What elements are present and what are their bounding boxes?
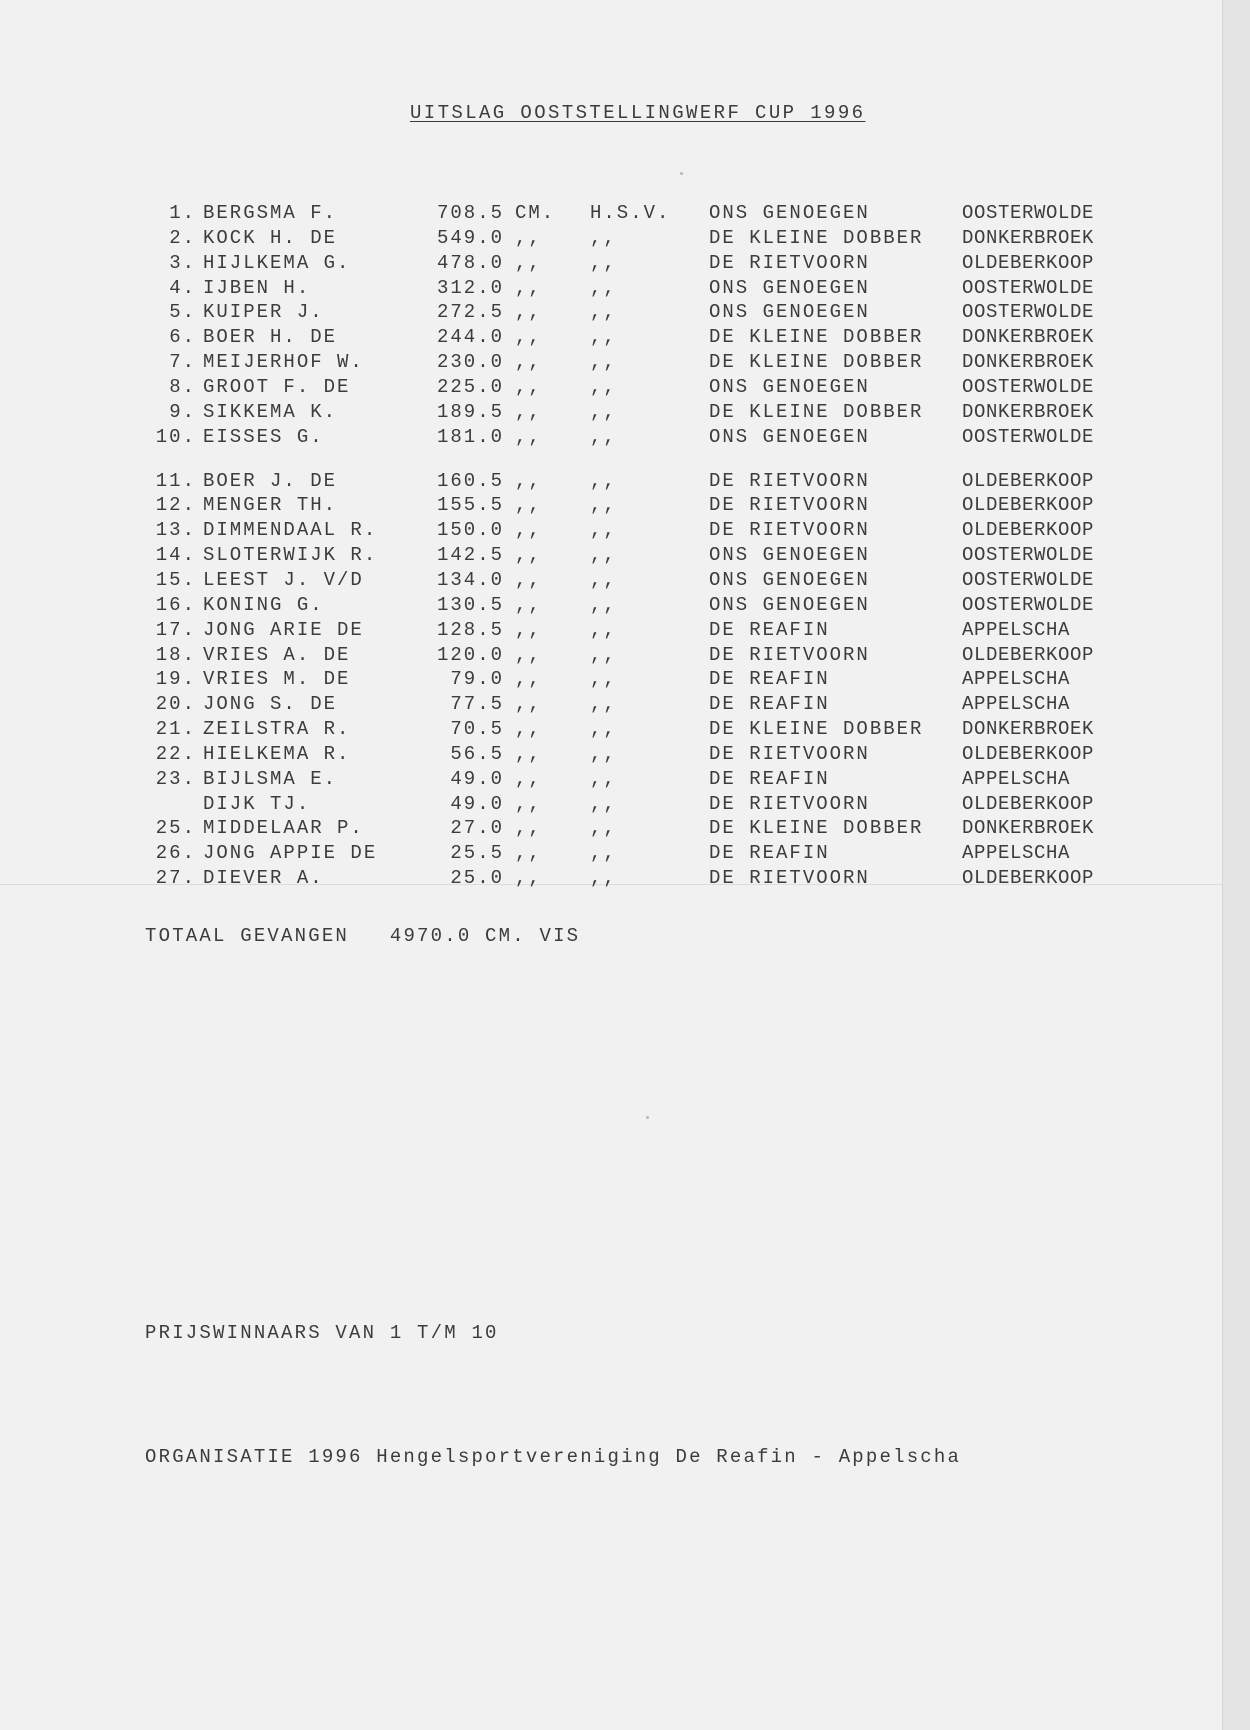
result-length: 134.0 xyxy=(436,568,504,591)
result-club: DE RIETVOORN xyxy=(709,251,870,274)
result-town: OOSTERWOLDE xyxy=(962,202,1095,224)
result-length: 79.0 xyxy=(450,668,504,691)
result-length: 77.5 xyxy=(450,693,504,716)
result-length: 155.5 xyxy=(436,494,504,517)
result-association: ,, xyxy=(590,326,617,349)
result-town: DONKERBROEK xyxy=(962,718,1095,740)
result-association: ,, xyxy=(590,276,617,299)
result-length: 708.5 xyxy=(436,202,504,224)
result-town: OLDEBERKOOP xyxy=(962,867,1095,890)
result-length: 128.5 xyxy=(436,618,504,641)
result-town: OOSTERWOLDE xyxy=(962,425,1095,448)
result-club: DE RIETVOORN xyxy=(709,519,870,542)
result-unit: ,, xyxy=(515,568,542,591)
result-club: DE REAFIN xyxy=(709,618,830,641)
result-association: H.S.V. xyxy=(590,202,671,224)
paper-edge xyxy=(1222,0,1250,1730)
result-length: 49.0 xyxy=(450,767,504,790)
result-rank: 20. xyxy=(155,693,196,716)
result-rank: 16. xyxy=(155,593,196,616)
result-rank: 19. xyxy=(155,668,196,691)
result-club: DE REAFIN xyxy=(709,842,830,865)
result-association: ,, xyxy=(590,519,617,542)
result-association: ,, xyxy=(590,668,617,691)
result-rank: 8. xyxy=(169,376,196,398)
result-unit: ,, xyxy=(515,867,542,890)
result-association: ,, xyxy=(590,618,617,641)
result-rank: 1. xyxy=(169,202,196,224)
result-rank: 21. xyxy=(155,718,196,740)
result-club: ONS GENOEGEN xyxy=(709,593,870,616)
result-club: DE RIETVOORN xyxy=(709,742,870,765)
result-name: JONG APPIE DE xyxy=(203,842,378,865)
result-name: LEEST J. V/D xyxy=(203,568,364,591)
result-unit: ,, xyxy=(515,425,542,448)
result-association: ,, xyxy=(590,251,617,274)
result-unit: ,, xyxy=(515,544,542,566)
result-name: SIKKEMA K. xyxy=(203,400,338,423)
result-length: 25.5 xyxy=(450,842,504,865)
result-club: DE REAFIN xyxy=(709,668,830,691)
result-name: VRIES M. DE xyxy=(203,668,351,691)
result-length: 120.0 xyxy=(436,643,504,666)
result-unit: ,, xyxy=(515,519,542,542)
result-town: OLDEBERKOOP xyxy=(962,519,1095,542)
result-club: DE REAFIN xyxy=(709,693,830,716)
paper-speck xyxy=(680,172,683,175)
result-name: MENGER TH. xyxy=(203,494,338,517)
result-unit: ,, xyxy=(515,376,542,398)
result-association: ,, xyxy=(590,817,617,840)
result-rank: 15. xyxy=(155,568,196,591)
result-association: ,, xyxy=(590,494,617,517)
result-unit: ,, xyxy=(515,593,542,616)
result-length: 312.0 xyxy=(436,276,504,299)
result-length: 549.0 xyxy=(436,226,504,249)
total-line xyxy=(145,925,580,947)
result-club: DE KLEINE DOBBER xyxy=(709,400,924,423)
result-association: ,, xyxy=(590,767,617,790)
result-unit: ,, xyxy=(515,668,542,691)
result-name: EISSES G. xyxy=(203,425,324,448)
result-name: KOCK H. DE xyxy=(203,226,338,249)
result-length: 150.0 xyxy=(436,519,504,542)
result-town: OLDEBERKOOP xyxy=(962,494,1095,517)
result-length: 230.0 xyxy=(436,351,504,374)
result-unit: ,, xyxy=(515,817,542,840)
result-association: ,, xyxy=(590,301,617,324)
result-town: OOSTERWOLDE xyxy=(962,301,1095,324)
result-club: DE KLEINE DOBBER xyxy=(709,718,924,740)
result-club: DE KLEINE DOBBER xyxy=(709,326,924,349)
result-club: ONS GENOEGEN xyxy=(709,544,870,566)
result-unit: ,, xyxy=(515,494,542,517)
result-town: OOSTERWOLDE xyxy=(962,276,1095,299)
result-name: SLOTERWIJK R. xyxy=(203,544,378,566)
result-town: DONKERBROEK xyxy=(962,326,1095,349)
paper-speck xyxy=(646,1116,649,1119)
organisation-note: ORGANISATIE 1996 Hengelsportvereniging De Reafin - Appelscha xyxy=(145,1446,962,1468)
result-association: ,, xyxy=(590,792,617,815)
result-association: ,, xyxy=(590,376,617,398)
result-rank: 23. xyxy=(155,767,196,790)
result-rank: 3. xyxy=(169,251,196,274)
result-unit: ,, xyxy=(515,276,542,299)
result-association: ,, xyxy=(590,568,617,591)
prizewinners-note: PRIJSWINNAARS VAN 1 T/M 10 xyxy=(145,1322,499,1344)
result-rank: 27. xyxy=(155,867,196,890)
result-rank: 25. xyxy=(155,817,196,840)
result-unit: ,, xyxy=(515,842,542,865)
result-name: DIJK TJ. xyxy=(203,792,311,815)
result-club: ONS GENOEGEN xyxy=(709,202,870,224)
result-name: BOER H. DE xyxy=(203,326,338,349)
result-length: 225.0 xyxy=(436,376,504,398)
result-association: ,, xyxy=(590,544,617,566)
result-unit: ,, xyxy=(515,693,542,716)
result-town: OLDEBERKOOP xyxy=(962,251,1095,274)
result-name: HIELKEMA R. xyxy=(203,742,351,765)
result-name: IJBEN H. xyxy=(203,276,311,299)
result-town: OLDEBERKOOP xyxy=(962,469,1095,492)
result-unit: ,, xyxy=(515,301,542,324)
total-label: TOTAAL GEVANGEN xyxy=(145,925,350,947)
result-rank: 10. xyxy=(155,425,196,448)
result-length: 160.5 xyxy=(436,469,504,492)
result-rank: 2. xyxy=(169,226,196,249)
result-length: 189.5 xyxy=(436,400,504,423)
result-unit: ,, xyxy=(515,643,542,666)
result-association: ,, xyxy=(590,718,617,740)
result-rank: 18. xyxy=(155,643,196,666)
result-town: APPELSCHA xyxy=(962,842,1071,865)
result-length: 181.0 xyxy=(436,425,504,448)
result-rank: 11. xyxy=(155,469,196,492)
result-unit: CM. xyxy=(515,202,556,224)
result-rank: 22. xyxy=(155,742,196,765)
result-club: DE REAFIN xyxy=(709,767,830,790)
result-length: 478.0 xyxy=(436,251,504,274)
result-rank: 12. xyxy=(155,494,196,517)
result-name: JONG ARIE DE xyxy=(203,618,364,641)
result-rank: 7. xyxy=(169,351,196,374)
result-rank: 26. xyxy=(155,842,196,865)
result-length: 25.0 xyxy=(450,867,504,890)
result-club: ONS GENOEGEN xyxy=(709,425,870,448)
result-unit: ,, xyxy=(515,226,542,249)
result-town: OLDEBERKOOP xyxy=(962,742,1095,765)
result-club: DE KLEINE DOBBER xyxy=(709,351,924,374)
result-association: ,, xyxy=(590,226,617,249)
result-length: 272.5 xyxy=(436,301,504,324)
result-club: DE KLEINE DOBBER xyxy=(709,226,924,249)
result-association: ,, xyxy=(590,351,617,374)
result-name: BERGSMA F. xyxy=(203,202,338,224)
result-length: 49.0 xyxy=(450,792,504,815)
result-town: OLDEBERKOOP xyxy=(962,643,1095,666)
result-association: ,, xyxy=(590,643,617,666)
result-length: 56.5 xyxy=(450,742,504,765)
result-name: KUIPER J. xyxy=(203,301,324,324)
result-unit: ,, xyxy=(515,251,542,274)
result-association: ,, xyxy=(590,593,617,616)
result-town: APPELSCHA xyxy=(962,693,1071,716)
result-association: ,, xyxy=(590,842,617,865)
result-club: DE RIETVOORN xyxy=(709,494,870,517)
result-name: KONING G. xyxy=(203,593,324,616)
result-club: DE RIETVOORN xyxy=(709,469,870,492)
result-name: DIEVER A. xyxy=(203,867,324,890)
result-name: GROOT F. DE xyxy=(203,376,351,398)
result-name: BOER J. DE xyxy=(203,469,338,492)
result-town: DONKERBROEK xyxy=(962,351,1095,374)
result-name: ZEILSTRA R. xyxy=(203,718,351,740)
result-unit: ,, xyxy=(515,326,542,349)
result-name: HIJLKEMA G. xyxy=(203,251,351,274)
result-club: ONS GENOEGEN xyxy=(709,568,870,591)
result-association: ,, xyxy=(590,742,617,765)
result-town: OOSTERWOLDE xyxy=(962,376,1095,398)
result-unit: ,, xyxy=(515,742,542,765)
result-rank: 5. xyxy=(169,301,196,324)
document-title: UITSLAG OOSTSTELLINGWERF CUP 1996 xyxy=(410,102,866,124)
result-town: OLDEBERKOOP xyxy=(962,792,1095,815)
result-association: ,, xyxy=(590,425,617,448)
result-rank: 4. xyxy=(169,276,196,299)
result-length: 142.5 xyxy=(436,544,504,566)
result-association: ,, xyxy=(590,867,617,890)
result-town: DONKERBROEK xyxy=(962,226,1095,249)
result-club: ONS GENOEGEN xyxy=(709,376,870,398)
result-town: OOSTERWOLDE xyxy=(962,593,1095,616)
result-club: DE RIETVOORN xyxy=(709,643,870,666)
result-rank: 17. xyxy=(155,618,196,641)
result-town: DONKERBROEK xyxy=(962,817,1095,840)
result-association: ,, xyxy=(590,400,617,423)
result-length: 27.0 xyxy=(450,817,504,840)
result-club: ONS GENOEGEN xyxy=(709,276,870,299)
result-unit: ,, xyxy=(515,618,542,641)
result-club: DE RIETVOORN xyxy=(709,792,870,815)
result-name: MEIJERHOF W. xyxy=(203,351,364,374)
result-name: MIDDELAAR P. xyxy=(203,817,364,840)
result-length: 70.5 xyxy=(450,718,504,740)
result-rank: 9. xyxy=(169,400,196,423)
result-unit: ,, xyxy=(515,718,542,740)
result-club: DE RIETVOORN xyxy=(709,867,870,890)
result-rank: 14. xyxy=(155,544,196,566)
result-town: DONKERBROEK xyxy=(962,400,1095,423)
result-town: APPELSCHA xyxy=(962,767,1071,790)
result-town: OOSTERWOLDE xyxy=(962,568,1095,591)
result-length: 130.5 xyxy=(436,593,504,616)
result-unit: ,, xyxy=(515,351,542,374)
result-rank: 6. xyxy=(169,326,196,349)
result-town: APPELSCHA xyxy=(962,668,1071,691)
result-name: VRIES A. DE xyxy=(203,643,351,666)
result-town: APPELSCHA xyxy=(962,618,1071,641)
result-unit: ,, xyxy=(515,400,542,423)
result-unit: ,, xyxy=(515,469,542,492)
result-length: 244.0 xyxy=(436,326,504,349)
result-unit: ,, xyxy=(515,792,542,815)
result-name: DIMMENDAAL R. xyxy=(203,519,378,542)
result-town: OOSTERWOLDE xyxy=(962,544,1095,566)
result-name: JONG S. DE xyxy=(203,693,338,716)
result-association: ,, xyxy=(590,469,617,492)
result-name: BIJLSMA E. xyxy=(203,767,338,790)
result-club: DE KLEINE DOBBER xyxy=(709,817,924,840)
result-rank: 13. xyxy=(155,519,196,542)
total-value: 4970.0 CM. VIS xyxy=(389,925,581,947)
result-club: ONS GENOEGEN xyxy=(709,301,870,324)
result-unit: ,, xyxy=(515,767,542,790)
result-association: ,, xyxy=(590,693,617,716)
